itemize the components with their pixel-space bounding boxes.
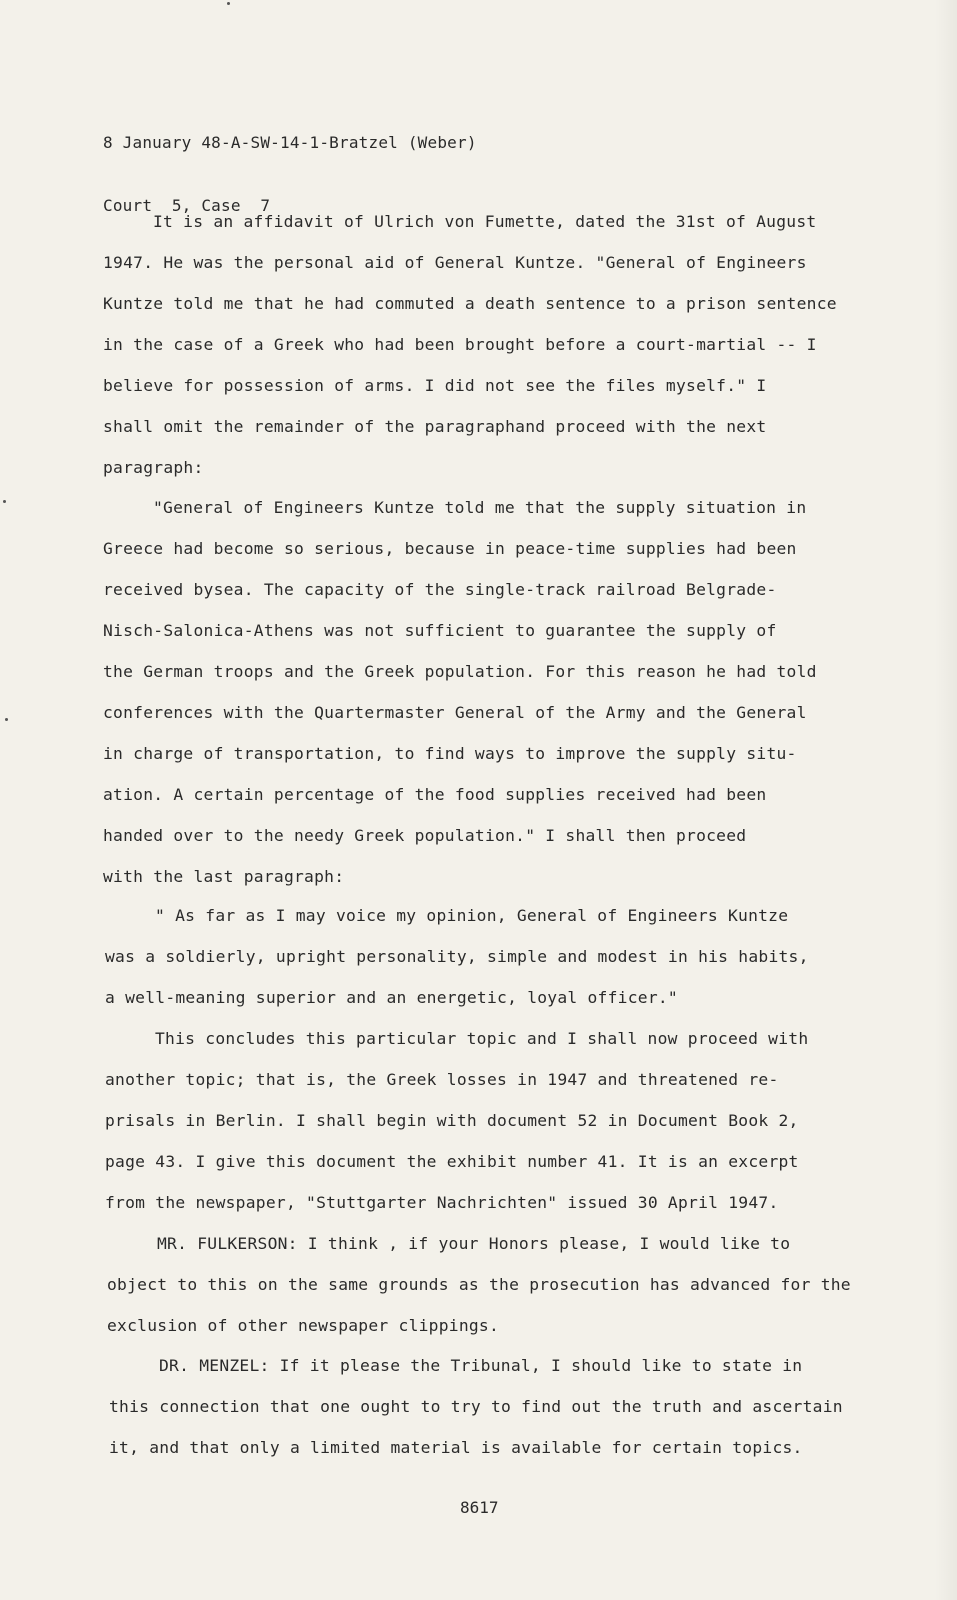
body-line: conferences with the Quartermaster General of the Army and the General bbox=[103, 703, 807, 722]
body-line: in the case of a Greek who had been brought before a court-martial -- I bbox=[103, 335, 817, 354]
body-line: the German troops and the Greek population. For this reason he had told bbox=[103, 662, 817, 681]
body-line: received bysea. The capacity of the single-track railroad Belgrade- bbox=[103, 580, 777, 599]
body-line: was a soldierly, upright personality, simple and modest in his habits, bbox=[105, 947, 809, 966]
body-line: This concludes this particular topic and I shall now proceed with bbox=[155, 1029, 809, 1048]
paper-speck bbox=[5, 718, 8, 721]
paper-speck bbox=[3, 500, 6, 503]
body-line: Greece had become so serious, because in peace-time supplies had been bbox=[103, 539, 797, 558]
body-line: page 43. I give this document the exhibit number 41. It is an excerpt bbox=[105, 1152, 799, 1171]
body-line: a well-meaning superior and an energetic, loyal officer." bbox=[105, 988, 678, 1007]
body-line: It is an affidavit of Ulrich von Fumette, dated the 31st of August bbox=[153, 212, 817, 231]
body-line: in charge of transportation, to find ways to improve the supply situ- bbox=[103, 744, 797, 763]
body-line: believe for possession of arms. I did not see the files myself." I bbox=[103, 376, 767, 395]
body-line: ation. A certain percentage of the food supplies received had been bbox=[103, 785, 767, 804]
body-line: prisals in Berlin. I shall begin with document 52 in Document Book 2, bbox=[105, 1111, 799, 1130]
body-line: another topic; that is, the Greek losses in 1947 and threatened re- bbox=[105, 1070, 779, 1089]
body-line: " As far as I may voice my opinion, General of Engineers Kuntze bbox=[155, 906, 789, 925]
body-line: DR. MENZEL: If it please the Tribunal, I should like to state in bbox=[159, 1356, 803, 1375]
header-line-date-reference: 8 January 48-A-SW-14-1-Bratzel (Weber) bbox=[103, 133, 477, 152]
paper-speck bbox=[227, 2, 230, 5]
body-line: with the last paragraph: bbox=[103, 867, 345, 886]
page-edge-shadow bbox=[935, 0, 957, 1600]
body-line: Kuntze told me that he had commuted a death sentence to a prison sentence bbox=[103, 294, 837, 313]
body-line: "General of Engineers Kuntze told me that the supply situation in bbox=[153, 498, 807, 517]
body-line: exclusion of other newspaper clippings. bbox=[107, 1316, 500, 1335]
body-line: shall omit the remainder of the paragraphand proceed with the next bbox=[103, 417, 767, 436]
body-line: handed over to the needy Greek population." I shall then proceed bbox=[103, 826, 747, 845]
body-line: object to this on the same grounds as the prosecution has advanced for the bbox=[107, 1275, 851, 1294]
body-line: from the newspaper, "Stuttgarter Nachrichten" issued 30 April 1947. bbox=[105, 1193, 779, 1212]
body-line: it, and that only a limited material is available for certain topics. bbox=[109, 1438, 803, 1457]
page-number: 8617 bbox=[460, 1498, 499, 1517]
body-line: MR. FULKERSON: I think , if your Honors please, I would like to bbox=[157, 1234, 791, 1253]
body-line: paragraph: bbox=[103, 458, 204, 477]
header-line-court-case: Court 5, Case 7 bbox=[103, 196, 271, 215]
body-line: 1947. He was the personal aid of General Kuntze. "General of Engineers bbox=[103, 253, 807, 272]
document-header bbox=[103, 90, 477, 258]
body-line: Nisch-Salonica-Athens was not sufficient to guarantee the supply of bbox=[103, 621, 777, 640]
body-line: this connection that one ought to try to find out the truth and ascertain bbox=[109, 1397, 843, 1416]
